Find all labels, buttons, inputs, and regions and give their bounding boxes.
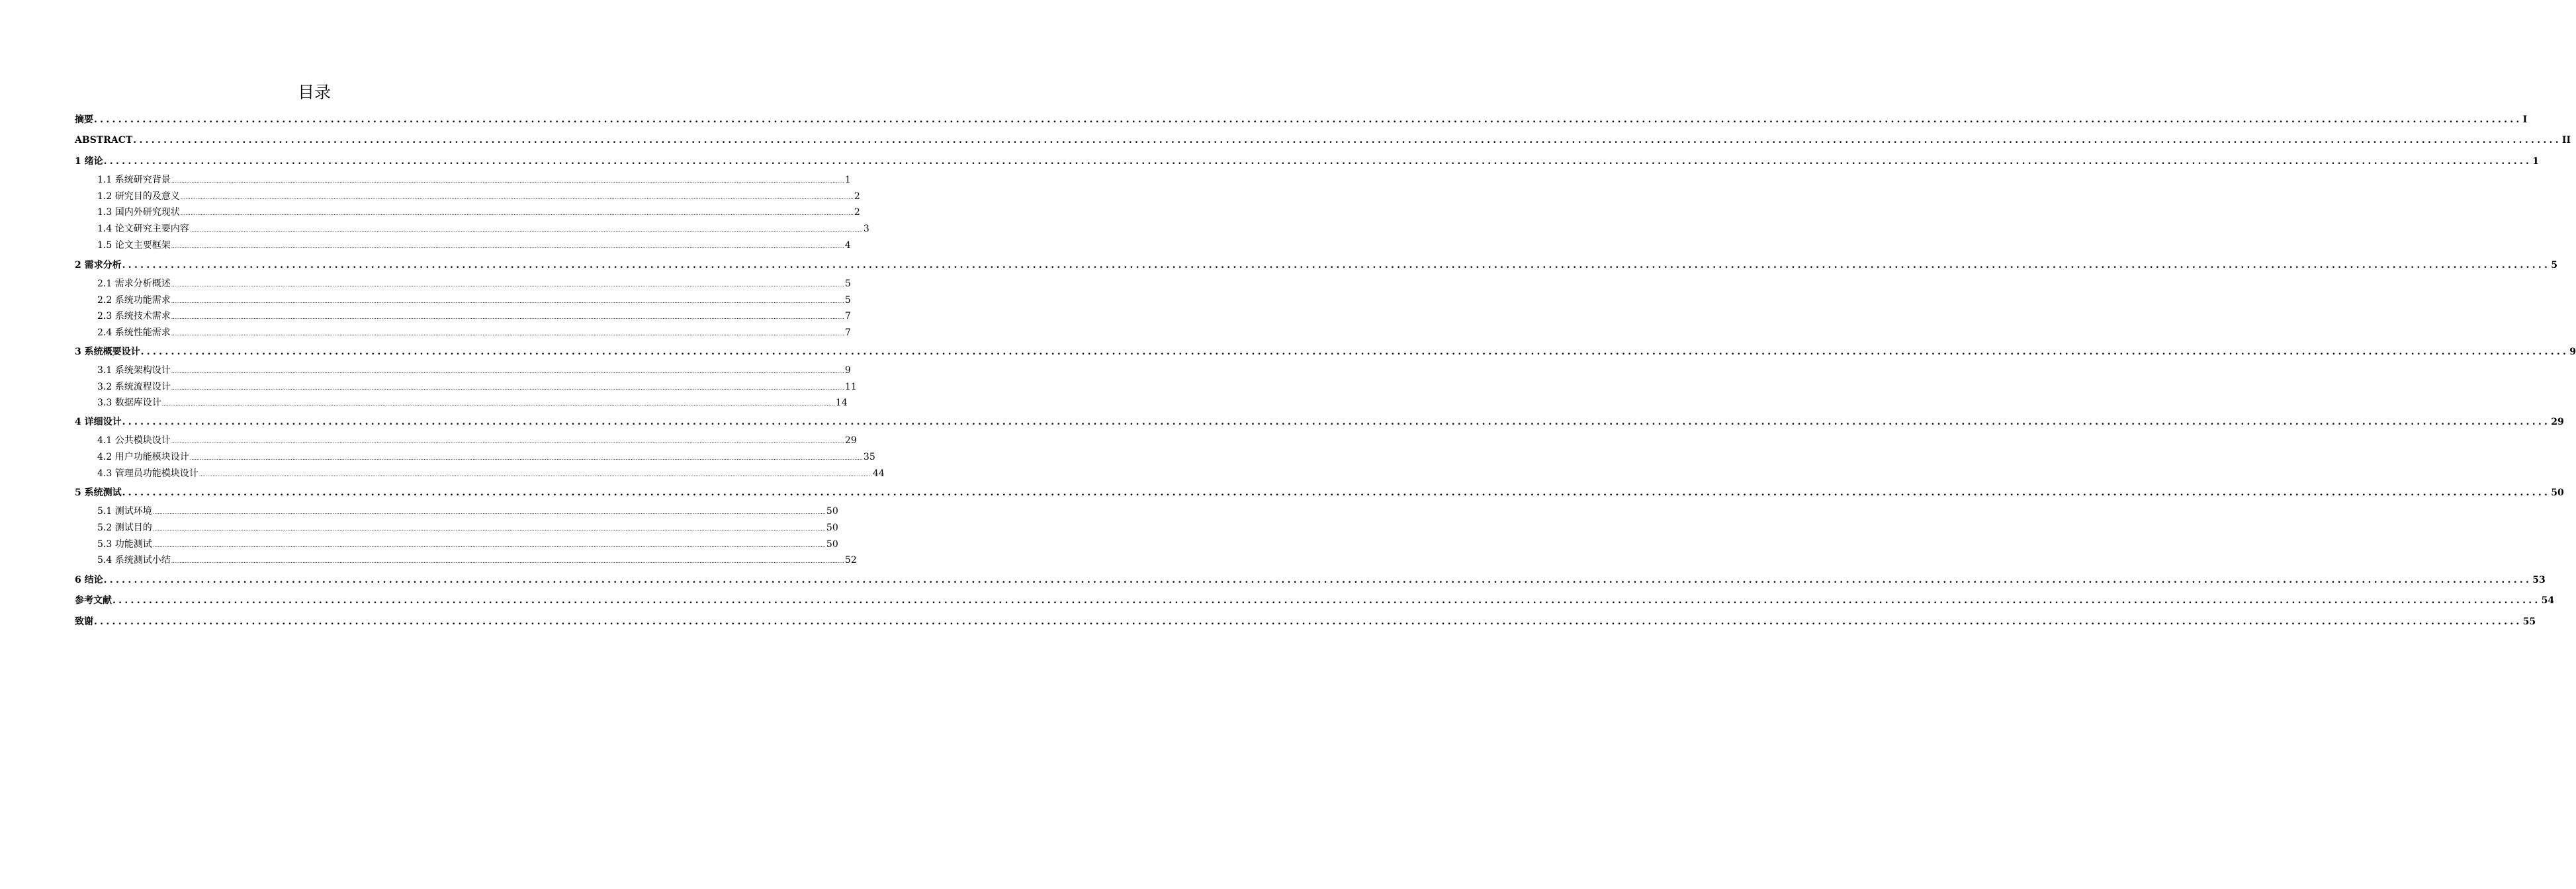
toc-entry-label: 2.1 需求分析概述 [97, 278, 171, 289]
toc-entry-label: 5.1 测试环境 [97, 506, 152, 517]
toc-entry-label: 致谢 [75, 616, 93, 627]
toc-chapter-entry[interactable] [75, 345, 2576, 359]
toc-section-entry[interactable] [97, 450, 875, 464]
toc-entry-page-number: 5 [844, 278, 851, 289]
toc-chapter-entry[interactable] [75, 573, 2546, 587]
toc-section-entry[interactable] [97, 206, 860, 219]
dot-leader: ................................................................................................................................................................................................................................................................................................................................................................................................................ [171, 331, 844, 337]
toc-entry-page-number: 5 [2551, 260, 2557, 271]
toc-section-entry[interactable] [97, 190, 860, 203]
toc-entry-page-number: 50 [826, 523, 838, 533]
toc-entry-label: 5 系统测试 [75, 487, 122, 498]
toc-section-entry[interactable] [97, 294, 851, 307]
dot-leader: ................................................................................................................................................................................................................................................................................................................................................................................................................ [161, 401, 835, 407]
toc-entry-page-number: 50 [2551, 487, 2564, 498]
toc-entry-page-number: 55 [2522, 616, 2536, 627]
dot-leader: ................................................................................................................................................................................................................................................................................................................................................................................................................ [171, 243, 844, 249]
toc-section-entry[interactable] [97, 277, 851, 290]
toc-entry-label: 5.4 系统测试小结 [97, 555, 171, 566]
toc-entry-label: 2 需求分析 [75, 260, 122, 271]
dot-leader: ................................................................................................................................................................................................................................................................................................................................................................................................................ [152, 509, 826, 515]
page-title: 目录 [297, 83, 331, 102]
toc-entry-page-number: 50 [826, 539, 838, 550]
dot-leader: ................................................................................................................................................................................................................................................................................................................................................................................................................ [180, 210, 854, 216]
toc-chapter-entry[interactable] [75, 134, 2571, 147]
toc-entry-label: 3.2 系统流程设计 [97, 382, 171, 392]
toc-section-entry[interactable] [97, 364, 851, 377]
toc-entry-label: 4.2 用户功能模块设计 [97, 452, 189, 462]
dot-leader: ................................................................................................................................................................................................................................................................................................................................................................................................................ [189, 227, 863, 233]
dot-leader: ................................................................................................................................................................................................................................................................................................................................................................................................................ [122, 487, 2551, 498]
dot-leader: ................................................................................................................................................................................................................................................................................................................................................................................................................ [94, 114, 2522, 125]
dot-leader: ................................................................................................................................................................................................................................................................................................................................................................................................................ [171, 178, 844, 184]
toc-entry-page-number: 1 [2532, 156, 2539, 167]
toc-entry-label: 1.5 论文主要框架 [97, 240, 171, 251]
toc-section-entry[interactable] [97, 434, 857, 447]
dot-leader: ................................................................................................................................................................................................................................................................................................................................................................................................................ [171, 558, 844, 564]
toc-entry-page-number: 11 [844, 382, 857, 392]
toc-entry-page-number: 2 [854, 191, 860, 202]
toc-entry-label: 3 系统概要设计 [75, 347, 140, 357]
toc-entry-page-number: 29 [2551, 417, 2564, 427]
toc-entry-label: 1 绪论 [75, 156, 103, 167]
toc-entry-label: 摘要 [75, 114, 93, 125]
toc-entry-page-number: 2 [854, 207, 860, 218]
toc-section-entry[interactable] [97, 173, 851, 187]
toc-entry-page-number: 9 [844, 365, 851, 376]
toc-section-entry[interactable] [97, 396, 848, 409]
dot-leader: ................................................................................................................................................................................................................................................................................................................................................................................................................ [103, 575, 2532, 585]
toc-section-entry[interactable] [97, 326, 851, 339]
toc-entry-label: 2.3 系统技术需求 [97, 311, 171, 321]
toc-entry-page-number: 5 [844, 295, 851, 306]
dot-leader: ................................................................................................................................................................................................................................................................................................................................................................................................................ [103, 156, 2532, 167]
toc-entry-label: 2.4 系统性能需求 [97, 327, 171, 338]
toc-entry-label: 1.4 论文研究主要内容 [97, 224, 189, 234]
toc-entry-page-number: 53 [2532, 575, 2546, 585]
toc-entry-label: 1.1 系统研究背景 [97, 175, 171, 185]
toc-entry-page-number: 14 [835, 398, 848, 408]
dot-leader: ................................................................................................................................................................................................................................................................................................................................................................................................................ [171, 368, 844, 374]
toc-entry-label: 2.2 系统功能需求 [97, 295, 171, 306]
toc-section-entry[interactable] [97, 554, 857, 567]
toc-section-entry[interactable] [97, 239, 851, 252]
toc-entry-label: 3.3 数据库设计 [97, 398, 161, 408]
toc-entry-label: 3.1 系统架构设计 [97, 365, 171, 376]
toc-section-entry[interactable] [97, 521, 838, 534]
dot-leader: ................................................................................................................................................................................................................................................................................................................................................................................................................ [171, 314, 844, 320]
toc-entry-page-number: II [2561, 135, 2571, 146]
dot-leader: ................................................................................................................................................................................................................................................................................................................................................................................................................ [122, 260, 2551, 271]
toc-entry-page-number: 35 [863, 452, 875, 462]
dot-leader: ................................................................................................................................................................................................................................................................................................................................................................................................................ [122, 417, 2551, 427]
toc-section-entry[interactable] [97, 538, 838, 551]
toc-entry-page-number: 3 [863, 224, 869, 234]
toc-entry-label: 5.3 功能测试 [97, 539, 152, 550]
dot-leader: ................................................................................................................................................................................................................................................................................................................................................................................................................ [140, 347, 2569, 357]
dot-leader: ................................................................................................................................................................................................................................................................................................................................................................................................................ [133, 135, 2561, 146]
toc-entry-label: 6 结论 [75, 575, 103, 585]
toc-entry-page-number: 4 [844, 240, 851, 251]
dot-leader: ................................................................................................................................................................................................................................................................................................................................................................................................................ [199, 472, 872, 478]
toc-entry-label: 参考文献 [75, 595, 112, 606]
toc-chapter-entry[interactable] [75, 486, 2564, 499]
toc-chapter-entry[interactable] [75, 615, 2536, 628]
dot-leader: ................................................................................................................................................................................................................................................................................................................................................................................................................ [171, 282, 844, 288]
dot-leader: ................................................................................................................................................................................................................................................................................................................................................................................................................ [112, 595, 2541, 606]
toc-entry-label: 1.2 研究目的及意义 [97, 191, 180, 202]
toc-chapter-entry[interactable] [75, 259, 2557, 272]
toc-chapter-entry[interactable] [75, 113, 2528, 126]
dot-leader: ................................................................................................................................................................................................................................................................................................................................................................................................................ [94, 616, 2522, 627]
dot-leader: ................................................................................................................................................................................................................................................................................................................................................................................................................ [189, 455, 863, 461]
dot-leader: ................................................................................................................................................................................................................................................................................................................................................................................................................ [171, 439, 844, 444]
toc-section-entry[interactable] [97, 222, 869, 235]
dot-leader: ................................................................................................................................................................................................................................................................................................................................................................................................................ [171, 385, 844, 391]
toc-chapter-entry[interactable] [75, 594, 2555, 607]
toc-entry-page-number: I [2522, 114, 2528, 125]
toc-entry-page-number: 52 [844, 555, 857, 566]
toc-section-entry[interactable] [97, 505, 838, 518]
toc-chapter-entry[interactable] [75, 155, 2539, 168]
toc-entry-page-number: 44 [872, 468, 885, 479]
toc-entry-page-number: 9 [2569, 347, 2576, 357]
dot-leader: ................................................................................................................................................................................................................................................................................................................................................................................................................ [152, 542, 826, 548]
toc-chapter-entry[interactable] [75, 415, 2564, 429]
dot-leader: ................................................................................................................................................................................................................................................................................................................................................................................................................ [152, 526, 826, 532]
toc-entry-page-number: 7 [844, 327, 851, 338]
dot-leader: ................................................................................................................................................................................................................................................................................................................................................................................................................ [171, 298, 844, 304]
toc-section-entry[interactable] [97, 380, 857, 394]
toc-entry-page-number: 29 [844, 435, 857, 446]
toc-entry-label: 4.1 公共模块设计 [97, 435, 171, 446]
toc-entry-page-number: 1 [844, 175, 851, 185]
toc-entry-label: ABSTRACT [75, 135, 133, 146]
toc-entry-label: 1.3 国内外研究现状 [97, 207, 180, 218]
toc-entry-label: 4.3 管理员功能模块设计 [97, 468, 199, 479]
toc-entry-page-number: 7 [844, 311, 851, 321]
toc-entry-label: 4 详细设计 [75, 417, 122, 427]
dot-leader: ................................................................................................................................................................................................................................................................................................................................................................................................................ [180, 194, 854, 200]
toc-section-entry[interactable] [97, 467, 885, 480]
toc-entry-page-number: 50 [826, 506, 838, 517]
toc-section-entry[interactable] [97, 310, 851, 323]
toc-entry-page-number: 54 [2541, 595, 2555, 606]
toc-entry-label: 5.2 测试目的 [97, 523, 152, 533]
